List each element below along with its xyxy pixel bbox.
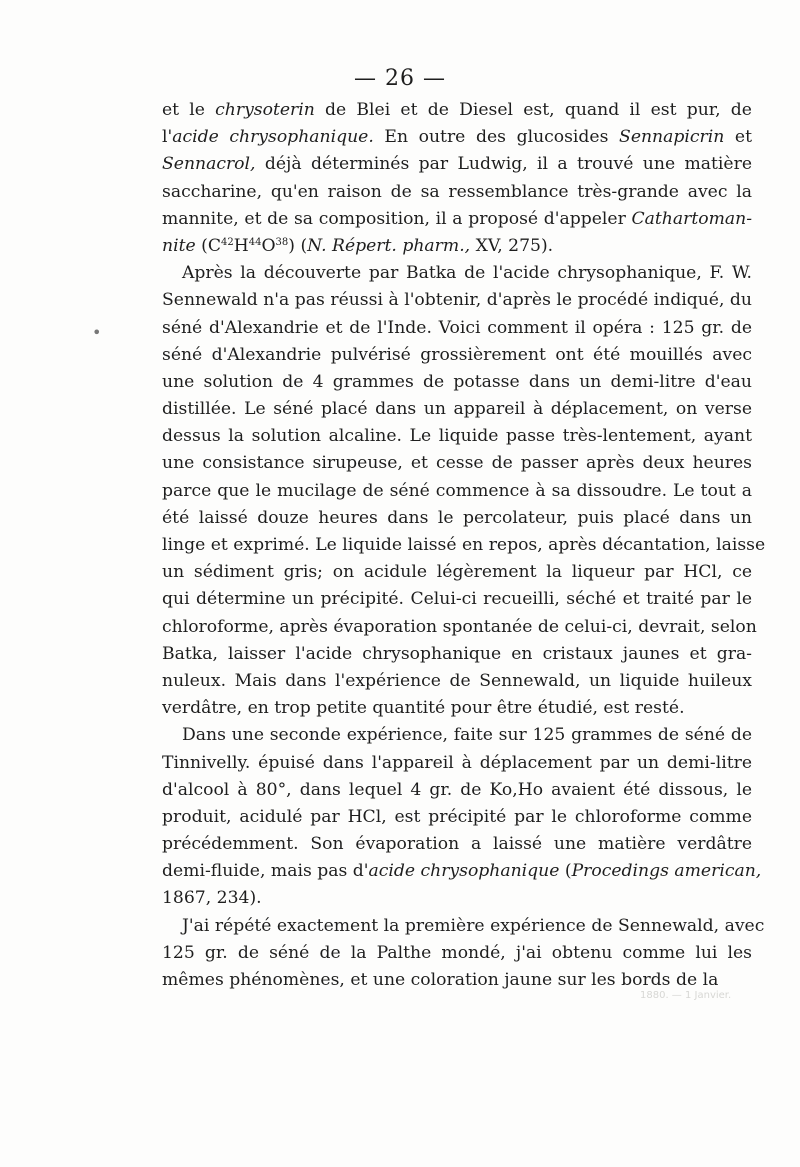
text-line: demi-fluide, mais pas d'acide chrysophanique (Procedings american, bbox=[162, 861, 762, 882]
text-line: l'acide chrysophanique. En outre des glucosides Sennapicrin et bbox=[162, 127, 752, 148]
text-line: séné d'Alexandrie pulvérisé grossièrement ont été mouillés avec bbox=[162, 344, 752, 365]
text-line: Après la découverte par Batka de l'acide chrysophanique, F. W. bbox=[182, 263, 752, 284]
text-line: été laissé douze heures dans le percolateur, puis placé dans un bbox=[162, 507, 752, 528]
paragraph bbox=[162, 260, 766, 722]
text-line: mannite, et de sa composition, il a proposé d'appeler Cathartoman- bbox=[162, 208, 752, 229]
paragraph bbox=[162, 913, 765, 995]
paragraph bbox=[162, 722, 762, 912]
text-line: verdâtre, en trop petite quantité pour être étudié, est resté. bbox=[162, 698, 685, 719]
text-line: chloroforme, après évaporation spontanée de celui-ci, devrait, selon bbox=[162, 616, 757, 637]
text-line: séné d'Alexandrie et de l'Inde. Voici comment il opéra : 125 gr. de bbox=[162, 317, 752, 338]
text-line: produit, acidulé par HCl, est précipité par le chloroforme comme bbox=[162, 806, 752, 827]
text-line: 125 gr. de séné de la Palthe mondé, j'ai obtenu comme lui les bbox=[162, 942, 752, 963]
text-line: linge et exprimé. Le liquide laissé en repos, après décantation, laisse bbox=[162, 535, 766, 555]
body-text bbox=[162, 97, 766, 994]
text-line: 1867, 234). bbox=[162, 888, 262, 909]
text-line: J'ai répété exactement la première expérience de Sennewald, avec bbox=[182, 915, 765, 936]
text-line: parce que le mucilage de séné commence à sa dissoudre. Le tout a bbox=[162, 480, 752, 501]
text-line: distillée. Le séné placé dans un appareil à déplacement, on verse bbox=[162, 399, 752, 420]
text-line: et le chrysoterin de Blei et de Diesel est, quand il est pur, de bbox=[162, 100, 752, 120]
text-line: une solution de 4 grammes de potasse dans un demi-litre d'eau bbox=[162, 371, 752, 392]
text-line: Dans une seconde expérience, faite sur 125 grammes de séné de bbox=[182, 725, 752, 746]
text-line: nite $(C^{42}H^{44}O^{38})$ (N. Répert. pharm., XV, 275). bbox=[162, 235, 554, 256]
page-number: — 26 — bbox=[354, 66, 446, 91]
text-line: dessus la solution alcaline. Le liquide passe très-lentement, ayant bbox=[162, 426, 752, 447]
text-line: Sennacrol, déjà déterminés par Ludwig, il a trouvé une matière bbox=[162, 154, 752, 175]
text-line: d'alcool à 80°, dans lequel 4 gr. de Ko,Ho avaient été dissous, le bbox=[162, 779, 752, 800]
text-line: une consistance sirupeuse, et cesse de passer après deux heures bbox=[162, 453, 752, 474]
paragraph bbox=[162, 97, 752, 260]
text-line: précédemment. Son évaporation a laissé une matière verdâtre bbox=[162, 834, 752, 855]
text-line: Tinnivelly. épuisé dans l'appareil à déplacement par un demi-litre bbox=[162, 752, 752, 773]
text-line: saccharine, qu'en raison de sa ressemblance très-grande avec la bbox=[162, 181, 752, 202]
text-line: nuleux. Mais dans l'expérience de Sennewald, un liquide huileux bbox=[162, 670, 752, 691]
text-line: qui détermine un précipité. Celui-ci recueilli, séché et traité par le bbox=[162, 589, 752, 610]
text-line: Sennewald n'a pas réussi à l'obtenir, d'après le procédé indiqué, du bbox=[162, 290, 752, 311]
bleed-through-text: 1880. — 1 Janvier. bbox=[640, 990, 732, 1001]
text-line: Batka, laisser l'acide chrysophanique en cristaux jaunes et gra- bbox=[162, 643, 752, 664]
margin-mark: • bbox=[92, 323, 102, 342]
text-line: un sédiment gris; on acidule légèrement la liqueur par HCl, ce bbox=[162, 562, 752, 583]
text-line: mêmes phénomènes, et une coloration jaune sur les bords de la bbox=[162, 970, 719, 990]
